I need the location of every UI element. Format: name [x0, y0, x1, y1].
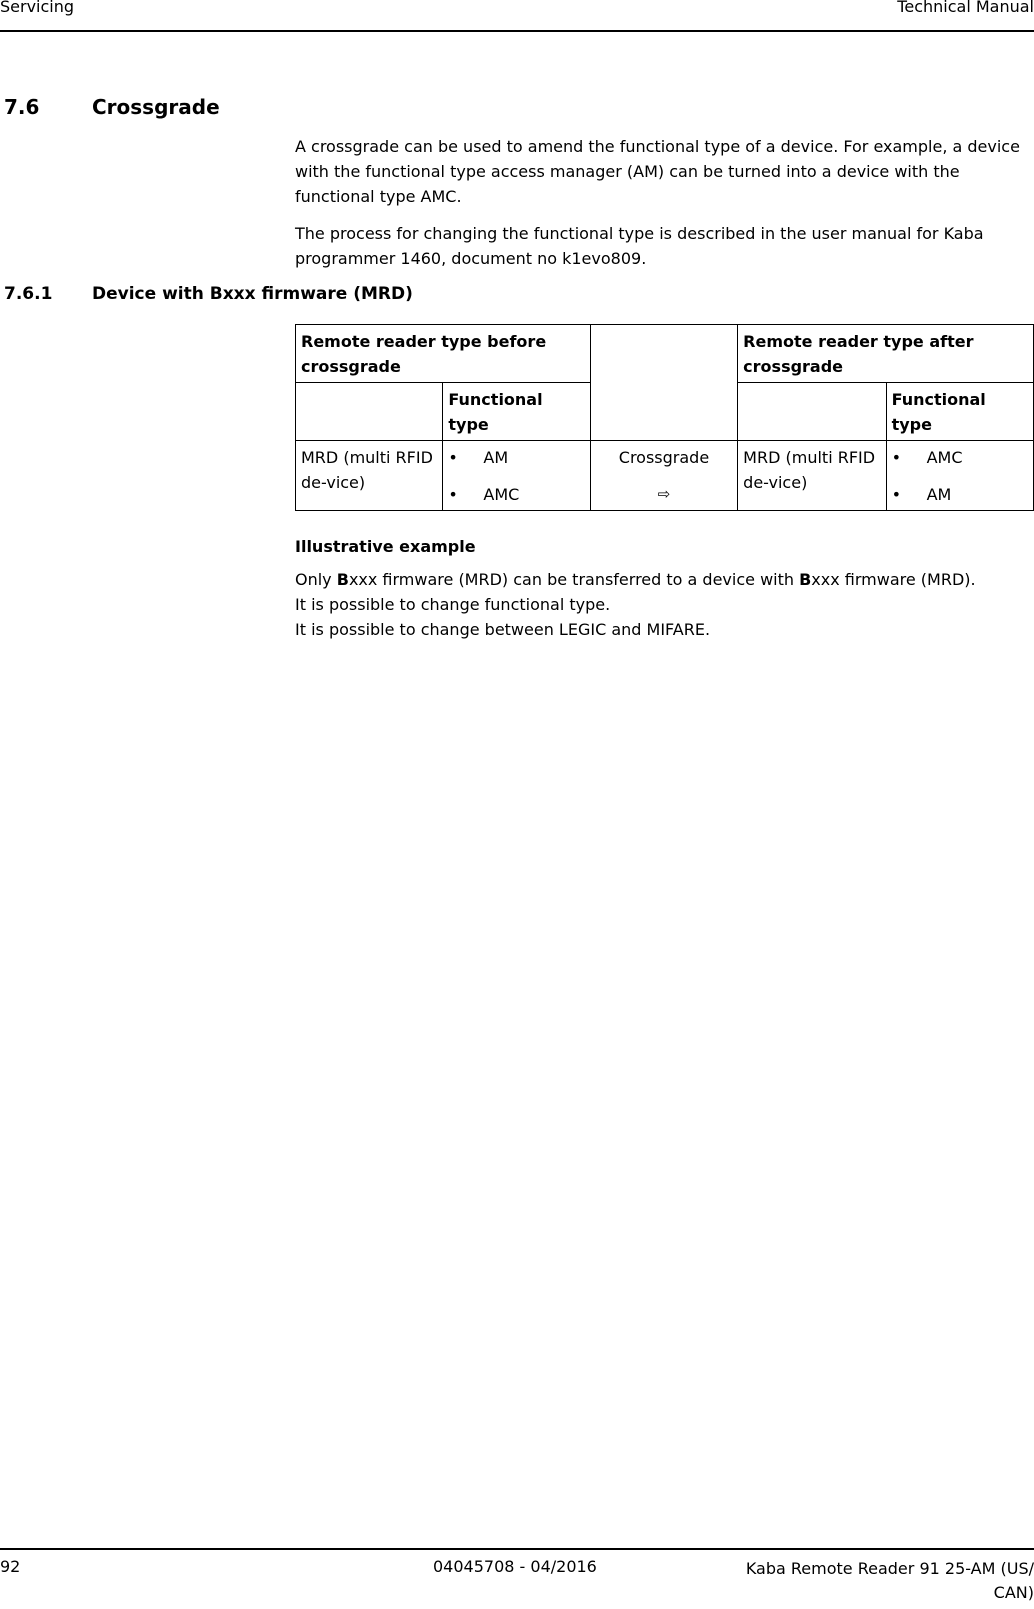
subsection-heading: [4, 284, 413, 304]
crossgrade-action: [590, 441, 737, 511]
type-after-1: AMC: [926, 448, 963, 467]
section-heading: [4, 95, 220, 119]
type-before-1: AM: [483, 448, 509, 467]
product-name: Kaba Remote Reader 91 25-AM (US/ CAN): [745, 1559, 1034, 1602]
subsection-number: 7.6.1: [4, 284, 53, 304]
text-span: xxx firmware (MRD) can be transferred to a device with: [348, 570, 800, 589]
header-empty-cell: [590, 325, 737, 441]
bullet: •: [891, 485, 902, 504]
subheader-empty-after: [738, 383, 886, 441]
header-before: Remote reader type before crossgrade: [296, 325, 591, 383]
table-row: [296, 441, 1034, 511]
subsection-title: Device with Bxxx firmware (MRD): [92, 284, 413, 304]
device-after: MRD (multi RFID de-vice): [738, 441, 886, 511]
type-after-2: AM: [926, 485, 952, 504]
list-item: [448, 445, 584, 470]
crossgrade-table: [295, 324, 1034, 511]
section-title: Crossgrade: [92, 95, 220, 119]
running-header-left: Servicing: [0, 0, 75, 16]
text-span: Only: [295, 570, 337, 589]
type-before-2: AMC: [483, 485, 520, 504]
example-line-2: It is possible to change functional type.: [295, 595, 611, 614]
functional-type-before: Functional type: [443, 383, 590, 441]
list-item: [448, 482, 584, 507]
example-line-3: It is possible to change between LEGIC and MIFARE.: [295, 620, 711, 639]
table-header-row: [296, 325, 1034, 383]
section-paragraph-2: The process for changing the functional type is described in the user manual for Kaba programmer 1460, document no k1evo809.: [295, 224, 984, 268]
device-before: MRD (multi RFID de-vice): [296, 441, 443, 511]
list-item: [892, 482, 1028, 507]
bullet: •: [448, 448, 458, 467]
types-before: [443, 441, 590, 511]
crossgrade-label: Crossgrade: [618, 448, 710, 467]
example-title: Illustrative example: [295, 537, 476, 556]
header-rule: [0, 30, 1034, 32]
bullet: •: [448, 485, 458, 504]
bold-b: B: [336, 570, 349, 589]
list-item: [892, 445, 1028, 470]
bullet: •: [891, 448, 902, 467]
text-span: xxx firmware (MRD).: [811, 570, 976, 589]
bold-b: B: [799, 570, 812, 589]
running-header-right: Technical Manual: [897, 0, 1034, 16]
functional-type-after: Functional type: [886, 383, 1033, 441]
page-number: 92: [0, 1557, 21, 1576]
document-number: 04045708 - 04/2016: [433, 1557, 597, 1576]
right-arrow-icon: ⇨: [657, 485, 671, 503]
example-body: [295, 567, 1030, 642]
section-number: 7.6: [4, 95, 40, 119]
section-paragraph-1: A crossgrade can be used to amend the functional type of a device. For example, a device with the functional type access manager (AM) can be turned into a device with the functional type AMC.: [295, 137, 1020, 206]
subheader-empty-before: [296, 383, 443, 441]
header-after: Remote reader type after crossgrade: [738, 325, 1034, 383]
example-line-1: [295, 567, 1030, 592]
types-after: [886, 441, 1033, 511]
footer-rule: [0, 1548, 1034, 1550]
